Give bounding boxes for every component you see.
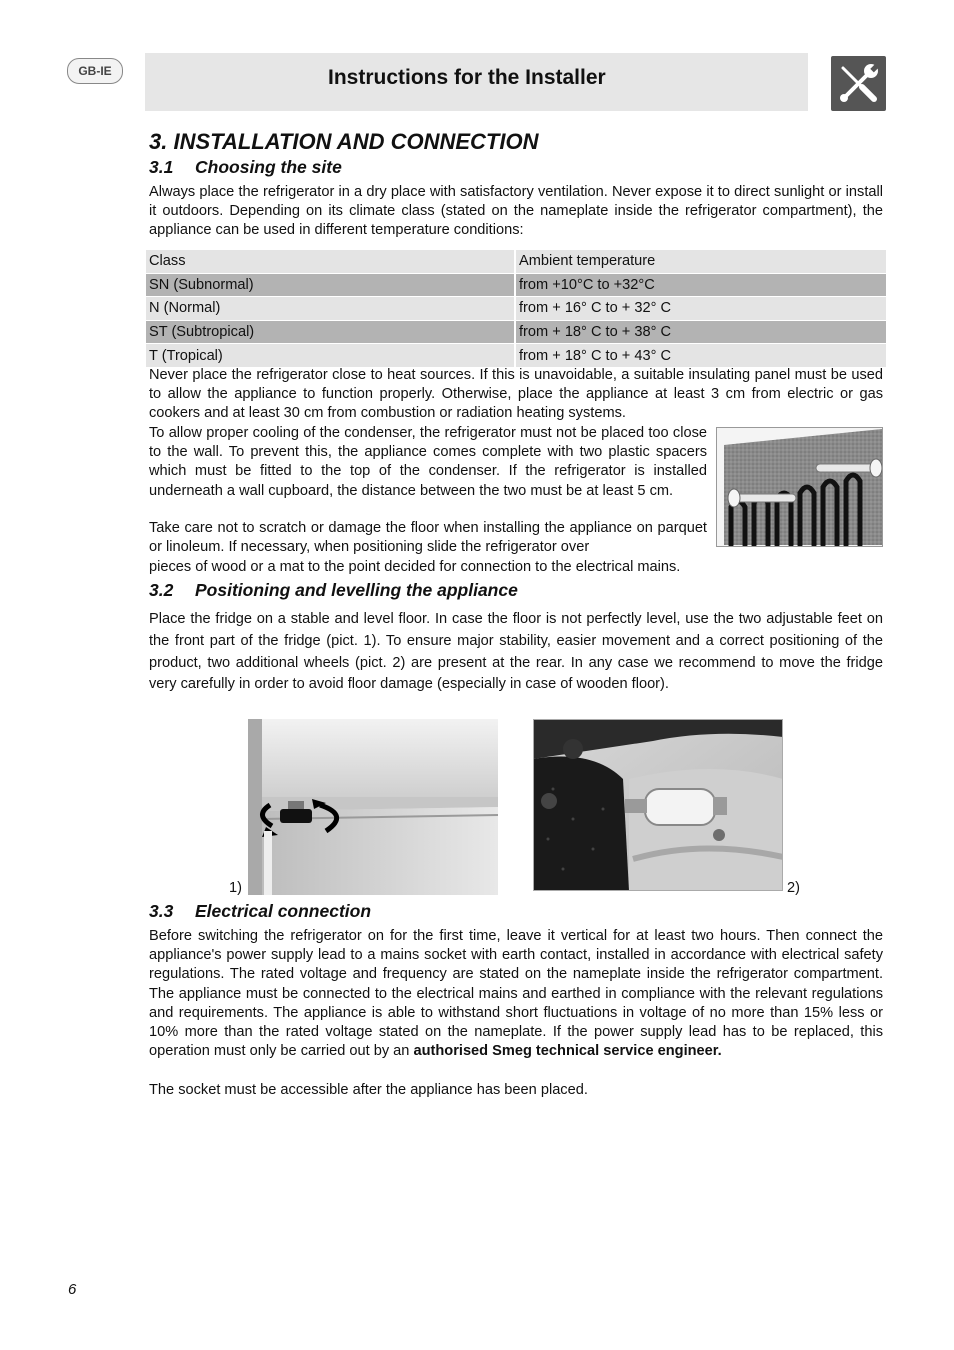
- heading-text: Positioning and levelling the appliance: [195, 580, 518, 600]
- page-header-title: Instructions for the Installer: [328, 66, 606, 89]
- table-cell: SN (Subnormal): [146, 273, 515, 297]
- table-header-cell: Ambient temperature: [515, 250, 886, 273]
- service-engineer-note: authorised Smeg technical service engineer.: [413, 1043, 722, 1060]
- heading-text: Choosing the site: [195, 157, 342, 177]
- table-row: [146, 320, 886, 344]
- heading-positioning: [149, 580, 518, 601]
- climate-class-table: [146, 250, 886, 368]
- table-cell: T (Tropical): [146, 344, 515, 368]
- figure-1-label: 1): [229, 880, 242, 896]
- table-cell: from + 18° C to + 38° C: [515, 320, 886, 344]
- section-title: 3. INSTALLATION AND CONNECTION: [149, 129, 539, 154]
- table-header-row: [146, 250, 886, 273]
- table-cell: from + 18° C to + 43° C: [515, 344, 886, 368]
- tools-icon: [831, 56, 886, 111]
- rear-wheel-photo: [533, 719, 783, 891]
- adjustable-foot-photo: [248, 719, 498, 895]
- paragraph-floor-care: Take care not to scratch or damage the floor when installing the appliance on parquet or linoleum. If necessary, when positioning slide the refrigerator over: [149, 520, 707, 556]
- table-cell: N (Normal): [146, 297, 515, 321]
- table-cell: from + 16° C to + 32° C: [515, 297, 886, 321]
- table-row: [146, 297, 886, 321]
- condenser-spacer-photo: [716, 427, 883, 547]
- table-row: [146, 273, 886, 297]
- heading-choosing-site: [149, 157, 342, 178]
- paragraph-socket: The socket must be accessible after the appliance has been placed.: [149, 1082, 588, 1098]
- paragraph-condenser: To allow proper cooling of the condenser, the refrigerator must not be placed too close to the wall. To prevent this, the appliance comes complete with two plastic spacers which must be fitted to the top of the condenser. If the refrigerator is installed underneath a wall cupboard, the distance between the two must be at least 5 cm.: [149, 425, 707, 499]
- electrical-text: Before switching the refrigerator on for the first time, leave it vertical for at least two hours. Then connect the appliance's power supply lead to a mains socket with earth contact, installed in accordance with electrical safety regulations. The rated voltage and frequency are stated on the nameplate inside the refrigerator compartment. The appliance must be connected to the electrical mains and earthed in compliance with the relevant regulations and requirements. The appliance is able to withstand short fluctuations in voltage of no more than 15% less or 10% more than the rated voltage stated on the nameplate. If the power supply lead has to be replaced, this operation must only be carried out by an: [149, 928, 883, 1060]
- heading-text: Electrical connection: [195, 901, 372, 921]
- heading-electrical: [149, 901, 371, 922]
- paragraph-floor-care-end: pieces of wood or a mat to the point decided for connection to the electrical mains.: [149, 559, 681, 575]
- paragraph-heat-sources: Never place the refrigerator close to heat sources. If this is unavoidable, a suitable insulating panel must be used to allow the appliance to function properly. Otherwise, place the appliance at least 3 cm from electric or gas cookers and at least 30 cm from combustion or radiation heating systems.: [149, 367, 883, 422]
- paragraph-positioning: Place the fridge on a stable and level floor. In case the floor is not perfectly level, use the two adjustable feet on the front part of the fridge (pict. 1). To ensure major stability, easier movement and a correct positioning of the product, two additional wheels (pict. 2) are present at the rear. In any case we recommend to move the fridge very carefully in order to avoid floor damage (especially in case of wooden floor).: [149, 611, 883, 693]
- figure-2-label: 2): [787, 880, 800, 896]
- language-badge: GB-IE: [67, 58, 123, 84]
- paragraph-electrical: [149, 927, 883, 1061]
- table-row: [146, 344, 886, 368]
- heading-number: 3.1: [149, 157, 174, 177]
- table-cell: ST (Subtropical): [146, 320, 515, 344]
- heading-number: 3.2: [149, 580, 174, 600]
- heading-number: 3.3: [149, 901, 174, 921]
- table-header-cell: Class: [146, 250, 515, 273]
- table-cell: from +10°C to +32°C: [515, 273, 886, 297]
- page-number: 6: [68, 1281, 77, 1298]
- paragraph-site-intro: Always place the refrigerator in a dry place with satisfactory ventilation. Never expose it to direct sunlight or install it outdoors. Depending on its climate class (stated on the nameplate inside the refrigerator compartment), the appliance can be used in different temperature conditions:: [149, 184, 883, 239]
